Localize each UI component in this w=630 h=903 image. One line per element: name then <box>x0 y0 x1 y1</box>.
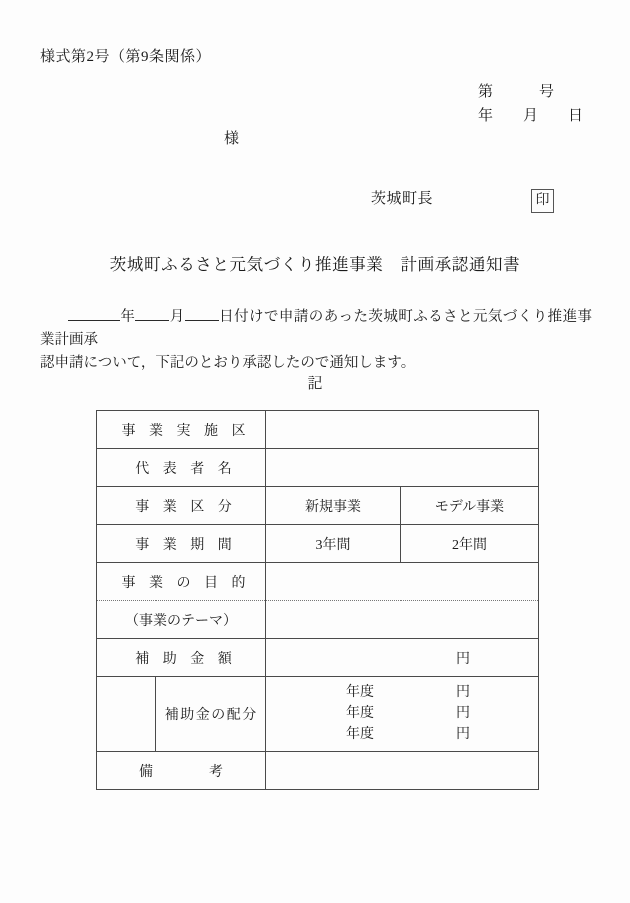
seal-icon: 印 <box>535 193 550 208</box>
row-value[interactable] <box>266 411 539 449</box>
body-paragraph <box>40 306 592 375</box>
blank-day <box>185 320 219 321</box>
issuer-name: 茨城町長 <box>371 191 434 207</box>
row-value-right[interactable]: 2年間 <box>401 525 539 563</box>
allocation-year: 年度 <box>346 685 374 700</box>
allocation-line <box>266 724 538 745</box>
body-month-label: 月 <box>169 309 185 325</box>
row-value-right[interactable]: モデル事業 <box>401 487 539 525</box>
table-row-hojokin-haibun <box>97 677 539 752</box>
table-row-hojokin-gaku <box>97 639 539 677</box>
page-title: 茨城町ふるさと元気づくり推進事業 計画承認通知書 <box>109 255 521 274</box>
document-number-label: 第 <box>478 84 494 100</box>
body-line1-rest: 日付けで申請のあった茨城町ふるさと元気づくり推進事業計画承 <box>40 309 592 348</box>
notice-table <box>96 410 539 790</box>
row-value[interactable] <box>266 601 539 639</box>
table-row-jigyou-jisshiku <box>97 411 539 449</box>
allocation-yen: 円 <box>456 706 470 721</box>
row-value-left[interactable]: 3年間 <box>266 525 401 563</box>
row-label: （事業のテーマ） <box>97 601 266 639</box>
row-label: 事 業 の 目 的 <box>97 563 266 601</box>
allocation-year: 年度 <box>346 727 374 742</box>
yen-unit: 円 <box>456 651 470 667</box>
row-label: 事 業 実 施 区 <box>97 411 266 449</box>
allocation-yen: 円 <box>456 685 470 700</box>
table-row-jigyou-kikan <box>97 525 539 563</box>
date-month-label: 月 <box>523 108 539 124</box>
row-label: 事 業 区 分 <box>97 487 266 525</box>
table-row-jigyou-kubun <box>97 487 539 525</box>
allocation-line <box>266 703 538 724</box>
row-value[interactable] <box>266 639 539 677</box>
row-label: 補助金の配分 <box>156 677 266 752</box>
allocation-year: 年度 <box>346 706 374 721</box>
row-value-left[interactable]: 新規事業 <box>266 487 401 525</box>
allocation-yen: 円 <box>456 727 470 742</box>
row-spacer-cell <box>97 677 156 752</box>
row-value[interactable] <box>266 449 539 487</box>
document-number-suffix: 号 <box>539 84 555 100</box>
body-year-label: 年 <box>120 309 136 325</box>
addressee-honorific: 様 <box>224 131 240 147</box>
blank-month <box>135 320 169 321</box>
date-year-label: 年 <box>478 108 494 124</box>
date-row <box>463 94 583 139</box>
blank-year <box>68 320 120 321</box>
row-value[interactable] <box>266 752 539 790</box>
body-line2: 認申請について，下記のとおり承認したので通知します。 <box>40 355 416 371</box>
table-row-jigyou-theme <box>97 601 539 639</box>
table-row-jigyou-mokuteki <box>97 563 539 601</box>
row-label: 補 助 金 額 <box>97 639 266 677</box>
form-number-label: 様式第2号（第9条関係） <box>40 49 212 65</box>
table-row-bikou <box>97 752 539 790</box>
seal-box <box>531 189 554 213</box>
allocation-line <box>266 682 538 703</box>
row-value[interactable] <box>266 563 539 601</box>
ki-mark: 記 <box>307 376 323 392</box>
row-label: 備 考 <box>97 752 266 790</box>
row-label: 事 業 期 間 <box>97 525 266 563</box>
row-label: 代 表 者 名 <box>97 449 266 487</box>
table-row-daihyousha-mei <box>97 449 539 487</box>
row-value[interactable] <box>266 677 539 752</box>
date-day-label: 日 <box>568 108 584 124</box>
